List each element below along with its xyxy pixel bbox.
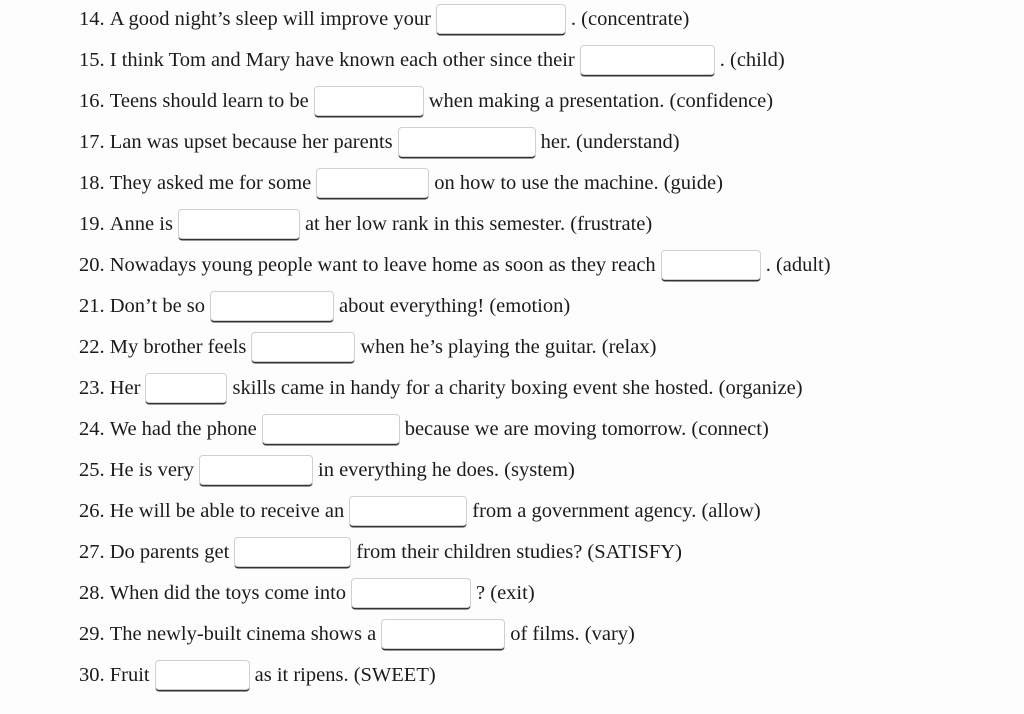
question-text-after: at her low rank in this semester. (frustrate) bbox=[304, 213, 653, 235]
question-28 bbox=[79, 576, 535, 610]
question-number: 29. bbox=[79, 623, 105, 645]
question-text-after: ? (exit) bbox=[476, 582, 535, 604]
answer-input-box[interactable] bbox=[314, 86, 424, 116]
question-number: 18. bbox=[79, 172, 105, 194]
question-26 bbox=[79, 494, 761, 528]
question-text-after: when making a presentation. (confidence) bbox=[428, 90, 774, 112]
answer-input-box[interactable] bbox=[234, 537, 351, 567]
answer-input-box[interactable] bbox=[661, 250, 761, 280]
question-20 bbox=[79, 248, 831, 282]
answer-input-box[interactable] bbox=[145, 373, 227, 403]
question-18 bbox=[79, 166, 723, 200]
question-text-after: from a government agency. (allow) bbox=[472, 500, 761, 522]
question-text-before: He is very bbox=[109, 459, 195, 481]
question-number: 14. bbox=[79, 8, 105, 30]
answer-input-box[interactable] bbox=[436, 4, 566, 34]
question-number: 15. bbox=[79, 49, 105, 71]
question-number: 25. bbox=[79, 459, 105, 481]
question-text-before: The newly-built cinema shows a bbox=[109, 623, 377, 645]
answer-input-box[interactable] bbox=[210, 291, 334, 321]
question-21 bbox=[79, 289, 570, 323]
question-number: 30. bbox=[79, 664, 105, 686]
question-17 bbox=[79, 125, 680, 159]
question-text-after: from their children studies? (SATISFY) bbox=[356, 541, 682, 563]
question-text-after: because we are moving tomorrow. (connect) bbox=[404, 418, 769, 440]
question-text-before: Anne is bbox=[109, 213, 173, 235]
question-number: 24. bbox=[79, 418, 105, 440]
answer-input-box[interactable] bbox=[381, 619, 505, 649]
question-27 bbox=[79, 535, 682, 569]
question-text-after: . (adult) bbox=[765, 254, 831, 276]
question-text-before: Her bbox=[109, 377, 141, 399]
question-24 bbox=[79, 412, 769, 446]
question-text-after: . (concentrate) bbox=[570, 8, 690, 30]
answer-input-box[interactable] bbox=[262, 414, 400, 444]
question-text-after: when he’s playing the guitar. (relax) bbox=[360, 336, 657, 358]
question-22 bbox=[79, 330, 656, 364]
question-text-after: about everything! (emotion) bbox=[339, 295, 571, 317]
question-text-before: Do parents get bbox=[109, 541, 230, 563]
answer-input-box[interactable] bbox=[351, 578, 471, 608]
answer-input-box[interactable] bbox=[580, 45, 715, 75]
question-15 bbox=[79, 43, 785, 77]
answer-input-box[interactable] bbox=[155, 660, 250, 690]
question-number: 26. bbox=[79, 500, 105, 522]
question-30 bbox=[79, 658, 436, 692]
answer-input-box[interactable] bbox=[349, 496, 467, 526]
question-text-before: We had the phone bbox=[109, 418, 257, 440]
question-text-before: Fruit bbox=[109, 664, 150, 686]
question-text-before: Teens should learn to be bbox=[109, 90, 309, 112]
question-number: 27. bbox=[79, 541, 105, 563]
question-text-before: They asked me for some bbox=[109, 172, 312, 194]
question-text-after: of films. (vary) bbox=[510, 623, 635, 645]
question-text-before: I think Tom and Mary have known each other since their bbox=[109, 49, 575, 71]
question-19 bbox=[79, 207, 652, 241]
question-number: 17. bbox=[79, 131, 105, 153]
answer-input-box[interactable] bbox=[251, 332, 355, 362]
question-25 bbox=[79, 453, 575, 487]
question-text-before: Nowadays young people want to leave home as soon as they reach bbox=[109, 254, 656, 276]
question-text-before: My brother feels bbox=[109, 336, 247, 358]
question-23 bbox=[79, 371, 803, 405]
question-text-after: skills came in handy for a charity boxing event she hosted. (organize) bbox=[232, 377, 803, 399]
question-number: 23. bbox=[79, 377, 105, 399]
question-number: 20. bbox=[79, 254, 105, 276]
question-number: 21. bbox=[79, 295, 105, 317]
question-number: 22. bbox=[79, 336, 105, 358]
answer-input-box[interactable] bbox=[316, 168, 429, 198]
question-text-after: as it ripens. (SWEET) bbox=[254, 664, 436, 686]
question-text-before: A good night’s sleep will improve your bbox=[109, 8, 431, 30]
answer-input-box[interactable] bbox=[398, 127, 536, 157]
question-text-before: When did the toys come into bbox=[109, 582, 347, 604]
question-29 bbox=[79, 617, 635, 651]
question-text-after: her. (understand) bbox=[540, 131, 680, 153]
question-text-after: . (child) bbox=[719, 49, 785, 71]
question-text-before: He will be able to receive an bbox=[109, 500, 345, 522]
question-number: 16. bbox=[79, 90, 105, 112]
question-text-before: Lan was upset because her parents bbox=[109, 131, 393, 153]
question-number: 28. bbox=[79, 582, 105, 604]
answer-input-box[interactable] bbox=[178, 209, 300, 239]
answer-input-box[interactable] bbox=[199, 455, 313, 485]
question-text-after: on how to use the machine. (guide) bbox=[434, 172, 723, 194]
question-number: 19. bbox=[79, 213, 105, 235]
question-text-before: Don’t be so bbox=[109, 295, 206, 317]
question-text-after: in everything he does. (system) bbox=[318, 459, 575, 481]
question-14 bbox=[79, 2, 689, 36]
question-16 bbox=[79, 84, 773, 118]
